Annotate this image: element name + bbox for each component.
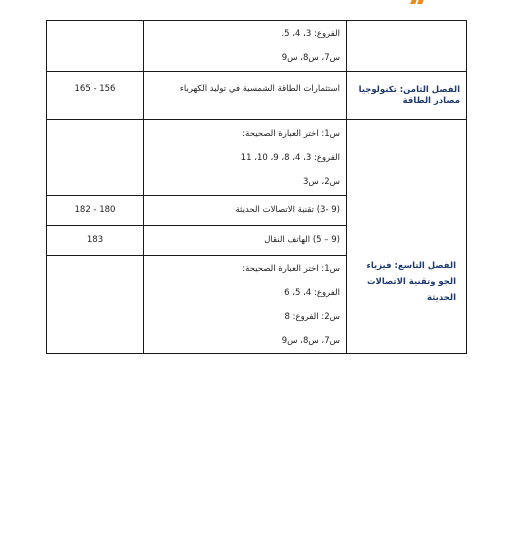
pages-cell xyxy=(47,256,144,354)
content-line: الفروع: 3، 4، 5. xyxy=(281,29,340,39)
content-line: س7، س8، س9 xyxy=(281,53,340,63)
pages-cell: 180 - 182 xyxy=(47,196,144,226)
content-line: الفروع: 4، 5، 6 xyxy=(284,287,340,298)
pages-cell: 183 xyxy=(47,226,144,256)
content-line: س1: اختر العبارة الصحيحة: xyxy=(242,263,340,274)
table-row xyxy=(47,120,467,196)
table-row xyxy=(47,21,467,72)
content-cell: (9 – 5) الهاتف النقال xyxy=(144,226,347,256)
pages-cell xyxy=(47,21,144,72)
chapter-cell: الفصل الثامن: تكنولوجيا مصادر الطاقة xyxy=(347,72,467,120)
content-cell xyxy=(144,256,347,354)
chapter-cell xyxy=(347,21,467,72)
content-cell: (9 -3) تقنية الاتصالات الحديثة xyxy=(144,196,347,226)
content-line: س1: اختر العبارة الصحيحة: xyxy=(242,128,340,139)
content-line: س2، س3 xyxy=(302,176,340,187)
chapter-cell xyxy=(347,120,467,354)
logo-mark xyxy=(410,0,428,6)
content-cell: استثمارات الطاقة الشمسية في توليد الكهرباء xyxy=(144,72,347,120)
content-line: س7، س8، س9 xyxy=(281,335,340,346)
content-cell xyxy=(144,120,347,196)
content-line: الفروع: 3، 4، 8، 9، 10، 11 xyxy=(240,152,340,163)
pages-cell xyxy=(47,120,144,196)
content-cell xyxy=(144,21,347,72)
table-row xyxy=(47,72,467,120)
content-line: س2: الفروع: 8 xyxy=(284,311,340,322)
pages-cell: 156 - 165 xyxy=(47,72,144,120)
chapter-nine-label: الفصل التاسع: فيزياء الجو وتقنية الاتصالات الحديثة xyxy=(366,261,456,303)
